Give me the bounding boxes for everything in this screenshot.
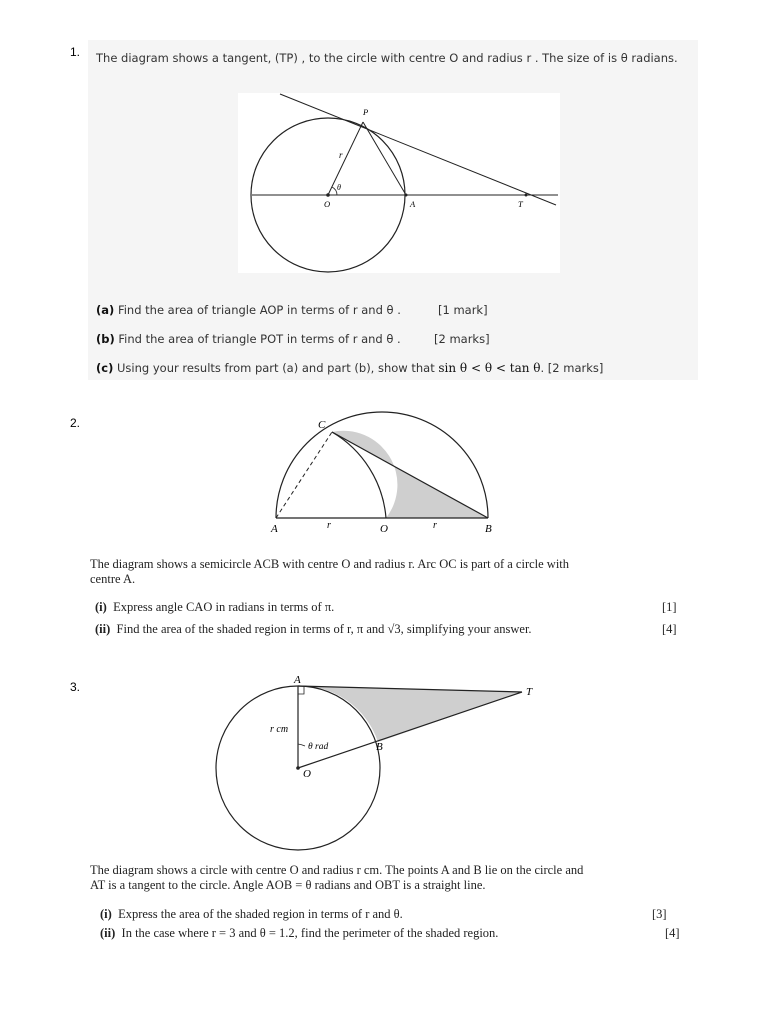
q2-dashed-ac [276, 432, 332, 518]
q3-label-t: T [526, 686, 533, 698]
question-2-part-ii: (ii) Find the area of the shaded region in terms of r, π and √3, simplifying your answer. [95, 622, 532, 636]
q1-point-a [405, 194, 408, 197]
q1-label-a: A [410, 199, 416, 209]
q2-label-a: A [271, 523, 278, 535]
q2-label-r1: r [327, 520, 331, 531]
q3-angle-arc [298, 744, 305, 746]
q1-label-theta: θ [337, 183, 341, 192]
q1-point-t [525, 194, 528, 197]
question-1-panel [88, 40, 698, 380]
question-1-part-a: (a) Find the area of triangle AOP in terms of r and θ . [1 mark] [96, 303, 488, 317]
q1-label-t: T [518, 199, 523, 209]
q3-label-a: A [294, 674, 301, 686]
question-3-part-i-marks: [3] [652, 907, 667, 921]
q1-formula: sin θ < θ < tan θ [438, 361, 541, 375]
q2-label-b: B [485, 523, 492, 535]
question-1-number: 1. [70, 45, 81, 59]
q3-right-angle-mark [298, 686, 304, 694]
q2-label-c: C [318, 419, 326, 431]
q1-label-r: r [339, 150, 343, 160]
question-3-number: 3. [70, 680, 81, 694]
question-3-part-i: (i) Express the area of the shaded region in terms of r and θ. [100, 907, 403, 921]
q1-point-o [326, 193, 330, 197]
question-2-diagram [262, 410, 502, 538]
question-3-part-ii: (ii) In the case where r = 3 and θ = 1.2, find the perimeter of the shaded region. [100, 926, 499, 940]
q3-label-o: O [303, 768, 311, 780]
question-3-diagram [200, 672, 550, 868]
q1-label-p: P [363, 107, 369, 117]
q1-label-o: O [324, 199, 331, 209]
question-2-intro-line2: centre A. [90, 572, 136, 586]
question-1-part-b: (b) Find the area of triangle POT in terms of r and θ . [2 marks] [96, 332, 490, 346]
q2-label-r2: r [433, 520, 437, 531]
q3-label-theta: θ rad [308, 742, 329, 752]
question-2-intro-line1: The diagram shows a semicircle ACB with centre O and radius r. Arc OC is part of a circle with [90, 557, 570, 571]
question-2-part-i: (i) Express angle CAO in radians in terms of π. [95, 600, 335, 614]
q3-shaded-region [298, 686, 522, 742]
question-2-number: 2. [70, 416, 81, 430]
question-1-part-c: (c) Using your results from part (a) and part (b), show that sin θ < θ < tan θ. [2 marks] [96, 361, 604, 375]
q3-point-o [296, 766, 300, 770]
question-2-part-ii-marks: [4] [662, 622, 677, 636]
q3-label-rcm: r cm [270, 724, 289, 735]
question-3-part-ii-marks: [4] [665, 926, 680, 940]
question-1-diagram [238, 93, 560, 273]
question-1-intro: The diagram shows a tangent, (TP) , to the circle with centre O and radius r . The size of is θ radians. [96, 51, 678, 65]
question-2-part-i-marks: [1] [662, 600, 677, 614]
q2-label-o: O [380, 523, 388, 535]
question-3-intro-line1: The diagram shows a circle with centre O and radius r cm. The points A and B lie on the circle and [90, 863, 584, 877]
question-3-intro-line2: AT is a tangent to the circle. Angle AOB = θ radians and OBT is a straight line. [90, 878, 486, 892]
q3-label-b: B [376, 741, 383, 753]
